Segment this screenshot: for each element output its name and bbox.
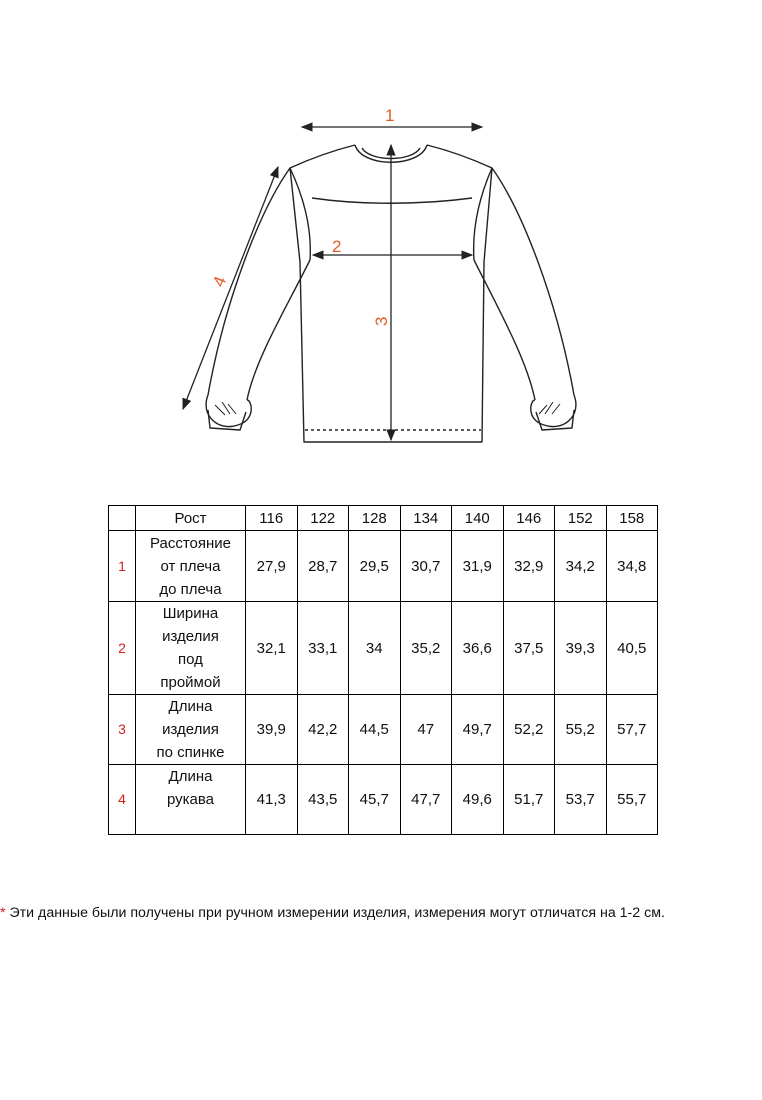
table-cell: 45,7 [349, 765, 401, 835]
table-row [109, 765, 658, 835]
table-row [109, 602, 658, 695]
header-cell: 146 [503, 506, 555, 531]
table-cell: 40,5 [606, 602, 658, 695]
label-line: рукава [166, 791, 215, 808]
label-line: от плеча [160, 557, 221, 575]
row-label [136, 695, 246, 765]
header-cell: 134 [400, 506, 452, 531]
row-label [136, 602, 246, 695]
header-cell: 152 [555, 506, 607, 531]
note-text: Эти данные были получены при ручном измерении изделия, измерения могут отличатся на 1-2 см. [5, 905, 665, 921]
row-label [136, 765, 246, 835]
label-line: по спинке [156, 744, 225, 761]
label-line: Длина [168, 768, 213, 785]
row-number: 3 [109, 695, 136, 765]
row-number: 1 [109, 531, 136, 602]
header-cell: 128 [349, 506, 401, 531]
label-line: проймой [160, 674, 221, 691]
label-line: Длина [168, 698, 213, 715]
label-line: изделия [162, 628, 219, 645]
table-cell: 30,7 [400, 531, 452, 602]
table-cell: 47,7 [400, 765, 452, 835]
table-cell: 55,7 [606, 765, 658, 835]
table-cell: 32,1 [246, 602, 298, 695]
header-cell: 158 [606, 506, 658, 531]
table-cell: 52,2 [503, 695, 555, 765]
label-line: Ширина [162, 605, 219, 622]
table-cell: 35,2 [400, 602, 452, 695]
table-cell: 39,9 [246, 695, 298, 765]
table-cell: 31,9 [452, 531, 504, 602]
table-cell: 49,6 [452, 765, 504, 835]
header-cell: 140 [452, 506, 504, 531]
measurement-note [0, 905, 762, 921]
table-cell: 49,7 [452, 695, 504, 765]
row-label [136, 531, 246, 602]
table-cell: 42,2 [297, 695, 349, 765]
table-cell: 29,5 [349, 531, 401, 602]
measure-label-2: 2 [332, 237, 342, 256]
table-cell: 28,7 [297, 531, 349, 602]
size-table [108, 505, 658, 835]
table-row [109, 695, 658, 765]
table-cell: 57,7 [606, 695, 658, 765]
note-asterisk: * [0, 905, 6, 921]
measure-label-3: 3 [372, 316, 391, 326]
table-cell: 53,7 [555, 765, 607, 835]
table-cell: 33,1 [297, 602, 349, 695]
row-number: 2 [109, 602, 136, 695]
measure-label-1: 1 [385, 106, 395, 125]
measure-label-4: 4 [209, 273, 231, 290]
table-cell: 47 [400, 695, 452, 765]
header-cell [109, 506, 136, 531]
label-line: изделия [162, 721, 219, 738]
table-cell: 27,9 [246, 531, 298, 602]
table-cell: 39,3 [555, 602, 607, 695]
header-cell: Рост [136, 506, 246, 531]
table-cell: 36,6 [452, 602, 504, 695]
header-cell: 122 [297, 506, 349, 531]
table-cell: 43,5 [297, 765, 349, 835]
label-line: Расстояние [149, 534, 232, 552]
table-cell: 55,2 [555, 695, 607, 765]
label-line: под [178, 651, 203, 668]
table-header-row [109, 506, 658, 531]
garment-diagram [0, 0, 762, 470]
table-cell: 44,5 [349, 695, 401, 765]
table-cell: 34,2 [555, 531, 607, 602]
table-cell: 34,8 [606, 531, 658, 602]
table-row [109, 531, 658, 602]
table-cell: 51,7 [503, 765, 555, 835]
header-cell: 116 [246, 506, 298, 531]
table-cell: 34 [349, 602, 401, 695]
label-line: до плеча [159, 580, 222, 598]
table-cell: 37,5 [503, 602, 555, 695]
table-cell: 41,3 [246, 765, 298, 835]
row-number: 4 [109, 765, 136, 835]
table-cell: 32,9 [503, 531, 555, 602]
